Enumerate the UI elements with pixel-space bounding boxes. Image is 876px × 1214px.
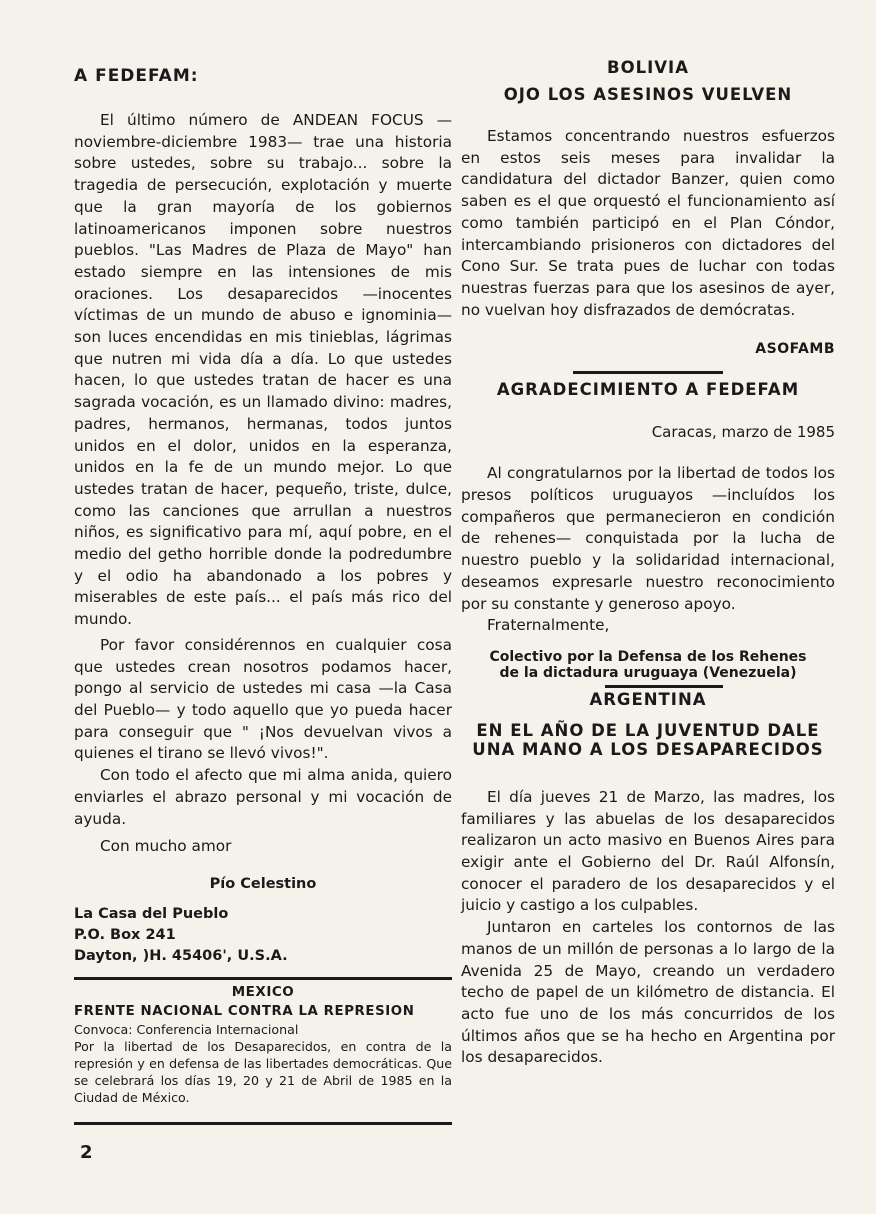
letter-closing: Con mucho amor (100, 837, 232, 856)
page-number: 2 (80, 1142, 93, 1163)
agradecimiento-place-date: Caracas, marzo de 1985 (651, 423, 835, 442)
agradecimiento-signer-2: de la dictadura uruguaya (Venezuela) (499, 664, 797, 681)
argentina-paragraph-1: El día jueves 21 de Marzo, las madres, los familiares y las abuelas de los desaparecidos realizaron un acto masivo en Buenos Aires para exigir ante el Gobierno del Dr. Raúl Alfonsín, conocer el paradero de los desaparecidos y el juicio y castigo a los culpables. (461, 787, 835, 915)
bolivia-heading: BOLIVIA (607, 58, 689, 77)
letter-paragraph-2: Por favor considérennos en cualquier cosa que ustedes crean nosotros podamos hacer, pongo al servicio de ustedes mi casa —la Casa del Pueblo— y todo aquello que yo pueda hacer para conseguir que " ¡Nos devuelvan vivos a quienes el tirano se llevó vivos!". (74, 635, 452, 763)
argentina-subheading-1: EN EL AÑO DE LA JUVENTUD DALE (476, 720, 820, 740)
agradecimiento-body: Al congratularnos por la libertad de todos los presos políticos uruguayos —incluídos los compañeros que permanecieron en condición de rehenes— conquistada por la lucha de nuestro pueblo y la solidaridad internacional, deseamos expresarle nuestro reconocimiento por su constante y generoso apoyo. (461, 464, 835, 613)
mexico-heading: MEXICO (231, 983, 295, 1000)
letter-paragraph-1: El último número de ANDEAN FOCUS —noviembre-diciembre 1983— trae una historia sobre ustedes, sobre su trabajo... sobre la tragedia de persecución, explotación y muerte que la gran mayoría de los gobiernos latinoamericanos imponen sobre nuestros pueblos. "Las Madres de Plaza de Mayo" han estado siempre en las intensiones de mis oraciones. Los desaparecidos —inocentes víctimas de un mundo de abuso e ignominia— son luces encendidas en mis tinieblas, lágrimas que nutren mi vida día a día. Lo que ustedes hacen, lo que ustedes tratan de hacer es una sagrada vocación, es un llamado divino: madres, padres, hermanos, hermanas, todos juntos unidos en el dolor, unidos en la esperanza, unidos en la fe de un mundo mejor. Lo que ustedes tratan de hacer, pequeño, triste, dulce, como las canciones que arrullan a nuestros niños, es significativo para mí, aquí pobre, en el medio del getho horrible donde la podredumbre y el odio ha abandonado a los pobres y miserables de este país... el país más rico del mundo. (74, 111, 452, 629)
bolivia-subheading: OJO LOS ASESINOS VUELVEN (503, 85, 793, 104)
address-line-2: P.O. Box 241 (74, 926, 176, 943)
divider-rule-argentina (605, 685, 723, 688)
mexico-body: Por la libertad de los Desaparecidos, en contra de la represión y en defensa de las libertades democráticas. Que se celebrará los días 19, 20 y 21 de Abril de 1985 en la Ciudad de México. (74, 1038, 452, 1105)
address-line-3: Dayton, )H. 45406', U.S.A. (74, 947, 288, 964)
address-line-1: La Casa del Pueblo (74, 905, 229, 922)
mexico-convoca: Convoca: Conferencia Internacional (74, 1021, 299, 1037)
letter-signer: Pío Celestino (209, 875, 317, 892)
agradecimiento-closing: Fraternalmente, (487, 616, 610, 635)
bolivia-body: Estamos concentrando nuestros esfuerzos en estos seis meses para invalidar la candidatura del dictador Banzer, quien como saben es el que orquestó el funcionamiento así como también participó en el Plan Cóndor, intercambiando prisioneros con dictadores del Cono Sur. Se trata pues de luchar con todas nuestras fuerzas para que los asesinos de ayer, no vuelvan hoy disfrazados de demócratas. (461, 127, 835, 319)
letter-paragraph-3: Con todo el afecto que mi alma anida, quiero enviarles el abrazo personal y mi vocación de ayuda. (74, 766, 452, 828)
argentina-heading: ARGENTINA (589, 689, 707, 709)
mexico-subheading: FRENTE NACIONAL CONTRA LA REPRESION (74, 1003, 415, 1019)
divider-rule (74, 977, 452, 980)
letter-title: A FEDEFAM: (74, 66, 199, 86)
divider-rule-short (573, 371, 723, 374)
agradecimiento-heading: AGRADECIMIENTO A FEDEFAM (496, 380, 800, 400)
agradecimiento-signer-1: Colectivo por la Defensa de los Rehenes (489, 648, 807, 665)
right-column (461, 58, 835, 1069)
divider-rule-bottom (74, 1122, 452, 1125)
bolivia-signature: ASOFAMB (755, 341, 835, 358)
argentina-subheading-2: UNA MANO A LOS DESAPARECIDOS (472, 739, 824, 759)
left-column (74, 62, 452, 1125)
argentina-paragraph-2: Juntaron en carteles los contornos de las manos de un millón de personas a lo largo de la Avenida 25 de Mayo, creando un verdadero techo de papel de un kilómetro de distancia. El acto fue uno de los más concurridos de los últimos años que se ha hecho en Argentina por los desaparecidos. (461, 918, 835, 1067)
